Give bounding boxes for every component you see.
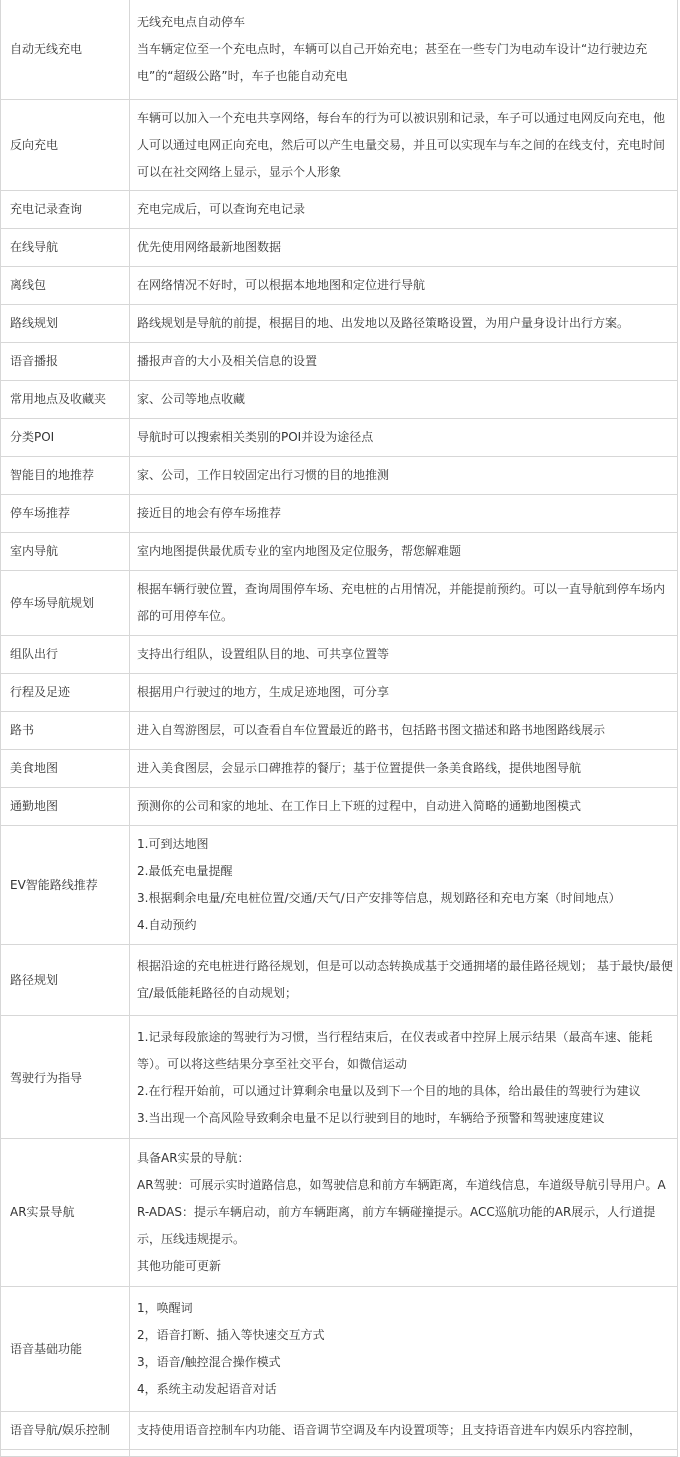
feature-description-cell [130, 1450, 678, 1457]
table-row [1, 343, 678, 381]
feature-description-cell [130, 674, 678, 712]
feature-description-line: 在网络情况不好时，可以根据本地地图和定位进行导航 [137, 278, 426, 292]
table-row [1, 0, 678, 100]
feature-name: 驾驶行为指导 [10, 1070, 83, 1085]
feature-name: 美食地图 [10, 761, 59, 775]
feature-description-cell [130, 457, 678, 495]
feature-description-line: 播报声音的大小及相关信息的设置 [137, 354, 318, 368]
feature-name: 路书 [10, 723, 35, 737]
table-row [1, 457, 678, 495]
feature-name: 离线包 [10, 278, 47, 292]
table-row [1, 1287, 678, 1412]
feature-name: EV智能路线推荐 [10, 877, 98, 892]
feature-description-cell [130, 191, 678, 229]
feature-description-line: 导航时可以搜索相关类别的POI并设为途径点 [137, 430, 374, 444]
feature-description-line: 2，语音打断、插入等快速交互方式 [137, 1328, 325, 1342]
feature-description-cell [130, 267, 678, 305]
feature-description-line: 1.记录每段旅途的驾驶行为习惯，当行程结束后，在仪表或者中控屏上展示结果（最高车速、能耗等）。可以将这些结果分享至社交平台，如微信运动 [137, 1030, 653, 1071]
feature-description-line: 4.自动预约 [137, 918, 197, 932]
feature-description-cell [130, 788, 678, 826]
table-row [1, 712, 678, 750]
table-row [1, 381, 678, 419]
feature-name-cell [1, 419, 130, 457]
table-row [1, 788, 678, 826]
feature-description-line: 路线规划是导航的前提，根据目的地、出发地以及路径策略设置，为用户量身设计出行方案。 [137, 316, 630, 330]
feature-description-line: 4，系统主动发起语音对话 [137, 1382, 277, 1396]
feature-name-cell [1, 1412, 130, 1450]
feature-name-cell [1, 674, 130, 712]
feature-description-line: 家、公司等地点收藏 [137, 392, 246, 406]
feature-name: 路线规划 [10, 316, 59, 330]
table-row [1, 674, 678, 712]
feature-name-cell [1, 100, 130, 191]
feature-description-cell [130, 945, 678, 1016]
feature-description-cell [130, 1412, 678, 1450]
feature-description-line: 3.根据剩余电量/充电桩位置/交通/天气/日产安排等信息，规划路径和充电方案（时间地点） [137, 891, 621, 905]
feature-name: 组队出行 [10, 647, 59, 661]
feature-name: 在线导航 [10, 240, 59, 254]
feature-name-cell [1, 750, 130, 788]
feature-description-cell [130, 750, 678, 788]
feature-description-line: 预测你的公司和家的地址、在工作日上下班的过程中，自动进入简略的通勤地图模式 [137, 799, 582, 813]
feature-name-cell [1, 229, 130, 267]
table-body [1, 0, 678, 1457]
feature-description-line: 接近目的地会有停车场推荐 [137, 506, 282, 520]
feature-description-line: 根据车辆行驶位置，查询周围停车场、充电桩的占用情况，并能提前预约。可以一直导航到停车场内部的可用停车位。 [137, 582, 666, 623]
feature-name-cell [1, 788, 130, 826]
feature-name-cell [1, 1016, 130, 1139]
feature-description-line: 家、公司，工作日较固定出行习惯的目的地推测 [137, 468, 390, 482]
table-row [1, 945, 678, 1016]
feature-description-cell [130, 1016, 678, 1139]
table-row [1, 267, 678, 305]
table-row [1, 750, 678, 788]
feature-description-line: 进入自驾游图层，可以查看自车位置最近的路书，包括路书图文描述和路书地图路线展示 [137, 723, 606, 737]
feature-name: AR实景导航 [10, 1205, 75, 1219]
feature-name: 充电记录查询 [10, 202, 83, 216]
feature-description-cell [130, 826, 678, 945]
feature-description-line: AR驾驶：可展示实时道路信息，如驾驶信息和前方车辆距离，车道线信息，车道级导航引导用户。AR-ADAS：提示车辆启动，前方车辆距离，前方车辆碰撞提示。ACC巡航功能的AR展示，人行道提示，压线违规提示。 [137, 1178, 666, 1246]
feature-name-cell [1, 305, 130, 343]
table-row [1, 191, 678, 229]
feature-name-cell [1, 343, 130, 381]
feature-description-line: 具备AR实景的导航： [137, 1151, 250, 1165]
feature-description-cell [130, 1287, 678, 1412]
table-row [1, 229, 678, 267]
feature-description-cell [130, 381, 678, 419]
feature-description-line: 2.最低充电量提醒 [137, 864, 233, 878]
feature-description-line: 其他功能可更新 [137, 1259, 222, 1273]
feature-description-line: 当车辆定位至一个充电点时，车辆可以自己开始充电；甚至在一些专门为电动车设计“边行驶边充电”的“超级公路”时，车子也能自动充电 [137, 42, 648, 83]
feature-description-cell [130, 419, 678, 457]
feature-description-cell [130, 0, 678, 100]
feature-description-line: 支持使用语音控制车内功能、语音调节空调及车内设置项等；且支持语音进车内娱乐内容控制， [137, 1423, 642, 1437]
feature-name-cell [1, 712, 130, 750]
feature-name-cell [1, 826, 130, 945]
feature-description-line: 3，语音/触控混合操作模式 [137, 1355, 281, 1369]
feature-name-cell [1, 495, 130, 533]
table-row [1, 636, 678, 674]
table-row [1, 826, 678, 945]
table-row [1, 1016, 678, 1139]
feature-name: 停车场导航规划 [10, 595, 95, 610]
feature-name-cell [1, 533, 130, 571]
feature-name-cell [1, 1287, 130, 1412]
feature-description-cell [130, 533, 678, 571]
feature-name-cell [1, 1450, 130, 1457]
feature-description-line: 支持出行组队，设置组队目的地、可共享位置等 [137, 647, 390, 661]
feature-description-line: 根据沿途的充电桩进行路径规划，但是可以动态转换成基于交通拥堵的最佳路径规划； 基于最快/最便宜/最低能耗路径的自动规划； [137, 959, 673, 1000]
table-row [1, 1450, 678, 1457]
feature-description-cell [130, 571, 678, 636]
feature-name: 自动无线充电 [10, 42, 83, 56]
feature-description-line: 1.可到达地图 [137, 837, 209, 851]
feature-name-cell [1, 457, 130, 495]
table-row [1, 495, 678, 533]
feature-description-cell [130, 495, 678, 533]
feature-description-line: 车辆可以加入一个充电共享网络，每台车的行为可以被识别和记录，车子可以通过电网反向充电，他人可以通过电网正向充电，然后可以产生电量交易，并且可以实现车与车之间的在线支付，充电时间可以在社交网络上显示，显示个人形象 [137, 111, 666, 179]
feature-description-line: 室内地图提供最优质专业的室内地图及定位服务，帮您解难题 [137, 544, 462, 558]
feature-description-line: 优先使用网络最新地图数据 [137, 240, 282, 254]
feature-name: 行程及足迹 [10, 685, 71, 699]
feature-name: 分类POI [10, 430, 55, 444]
feature-name-cell [1, 381, 130, 419]
feature-description-line: 无线充电点自动停车 [137, 15, 246, 29]
feature-name-cell [1, 191, 130, 229]
feature-name: 反向充电 [10, 138, 59, 152]
table-row [1, 1139, 678, 1287]
table-row [1, 533, 678, 571]
feature-description-line: 3.当出现一个高风险导致剩余电量不足以行驶到目的地时，车辆给予预警和驾驶速度建议 [137, 1111, 605, 1125]
feature-name: 智能目的地推荐 [10, 468, 95, 482]
table-row [1, 305, 678, 343]
feature-description-line: 充电完成后，可以查询充电记录 [137, 202, 306, 216]
table-row [1, 1412, 678, 1450]
feature-description-cell [130, 343, 678, 381]
feature-name: 常用地点及收藏夹 [10, 392, 107, 406]
feature-description-line: 根据用户行驶过的地方，生成足迹地图，可分享 [137, 685, 390, 699]
feature-name-cell [1, 1139, 130, 1287]
feature-description-line: 2.在行程开始前，可以通过计算剩余电量以及到下一个目的地的具体，给出最佳的驾驶行为建议 [137, 1084, 641, 1098]
table-row [1, 419, 678, 457]
feature-description-cell [130, 636, 678, 674]
feature-description-cell [130, 305, 678, 343]
table-row [1, 571, 678, 636]
feature-name: 语音导航/娱乐控制 [10, 1423, 111, 1437]
feature-description-cell [130, 229, 678, 267]
feature-name-cell [1, 571, 130, 636]
feature-name-cell [1, 267, 130, 305]
feature-name-cell [1, 0, 130, 100]
feature-description-line: 进入美食图层，会显示口碑推荐的餐厅；基于位置提供一条美食路线，提供地图导航 [137, 761, 582, 775]
feature-name: 室内导航 [10, 544, 59, 558]
feature-name: 路径规划 [10, 972, 59, 987]
feature-description-cell [130, 100, 678, 191]
table-row [1, 100, 678, 191]
feature-description-line: 1，唤醒词 [137, 1301, 193, 1315]
feature-name: 通勤地图 [10, 799, 59, 813]
feature-description-cell [130, 712, 678, 750]
feature-name: 语音基础功能 [10, 1341, 83, 1356]
feature-name: 语音播报 [10, 354, 59, 368]
feature-name-cell [1, 945, 130, 1016]
feature-name-cell [1, 636, 130, 674]
feature-description-cell [130, 1139, 678, 1287]
feature-name: 停车场推荐 [10, 506, 71, 520]
